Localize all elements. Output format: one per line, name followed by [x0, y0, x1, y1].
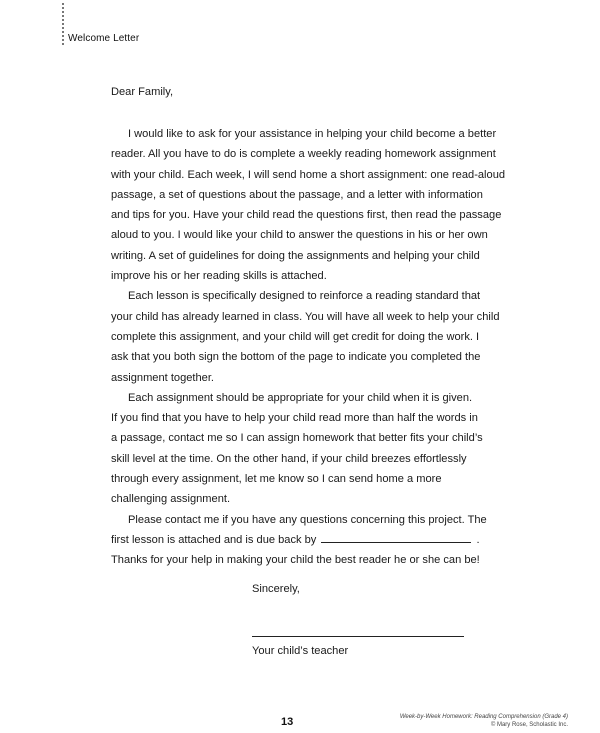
due-date-line	[111, 530, 481, 550]
paragraph-2-line: Each lesson is specifically designed to reinforce a reading standard that	[128, 290, 481, 303]
section-label: Welcome Letter	[68, 33, 140, 44]
paragraph-1-line: writing. A set of guidelines for doing the assignments and helping your child	[111, 249, 480, 262]
signature-label: Your child’s teacher	[252, 645, 349, 657]
dotted-margin-rule	[62, 2, 64, 46]
paragraph-3-line: a passage, contact me so I can assign homework that better fits your child’s	[111, 432, 483, 445]
page-number: 13	[281, 716, 294, 728]
book-title: Week-by-Week Homework: Reading Comprehension (Grade 4)	[399, 714, 568, 720]
letter-closing: Sincerely,	[252, 583, 300, 595]
copyright: © Mary Rose, Scholastic Inc.	[490, 721, 568, 728]
paragraph-3-line: Each assignment should be appropriate for your child when it is given.	[128, 391, 473, 404]
paragraph-3-line: skill level at the time. On the other hand, if your child breezes effortlessly	[111, 452, 467, 465]
paragraph-1-line: passage, a set of questions about the passage, and a letter with information	[111, 188, 483, 201]
signature-line[interactable]	[252, 636, 464, 637]
due-date-suffix: .	[476, 533, 480, 546]
paragraph-1-line: improve his or her reading skills is attached.	[111, 270, 327, 283]
paragraph-2-line: assignment together.	[111, 371, 214, 384]
paragraph-2-line: complete this assignment, and your child will get credit for doing the work. I	[111, 330, 480, 343]
paragraph-1-line: and tips for you. Have your child read the questions first, then read the passage	[111, 209, 502, 222]
due-date-prefix: first lesson is attached and is due back by	[111, 533, 317, 546]
paragraph-1-line: aloud to you. I would like your child to answer the questions in his or her own	[111, 229, 488, 242]
paragraph-1-line: reader. All you have to do is complete a weekly reading homework assignment	[111, 148, 496, 161]
paragraph-3-line: challenging assignment.	[111, 493, 231, 506]
paragraph-1-line: I would like to ask for your assistance in helping your child become a better	[128, 128, 497, 140]
letter-body	[111, 124, 506, 571]
footer-credits	[400, 714, 568, 729]
paragraph-4-line: Thanks for your help in making your child the best reader he or she can be!	[111, 554, 480, 567]
due-date-blank[interactable]	[321, 531, 471, 543]
paragraph-4-line: Please contact me if you have any questions concerning this project. The	[128, 513, 487, 526]
paragraph-2-line: ask that you both sign the bottom of the page to indicate you completed the	[111, 351, 481, 364]
paragraph-2-line: your child has already learned in class. You will have all week to help your child	[111, 310, 500, 323]
paragraph-1-line: with your child. Each week, I will send home a short assignment: one read-aloud	[111, 168, 506, 181]
letter-salutation: Dear Family,	[111, 86, 174, 98]
paragraph-3-line: If you find that you have to help your child read more than half the words in	[111, 412, 478, 425]
paragraph-3-line: through every assignment, let me know so I can send home a more	[111, 473, 442, 486]
